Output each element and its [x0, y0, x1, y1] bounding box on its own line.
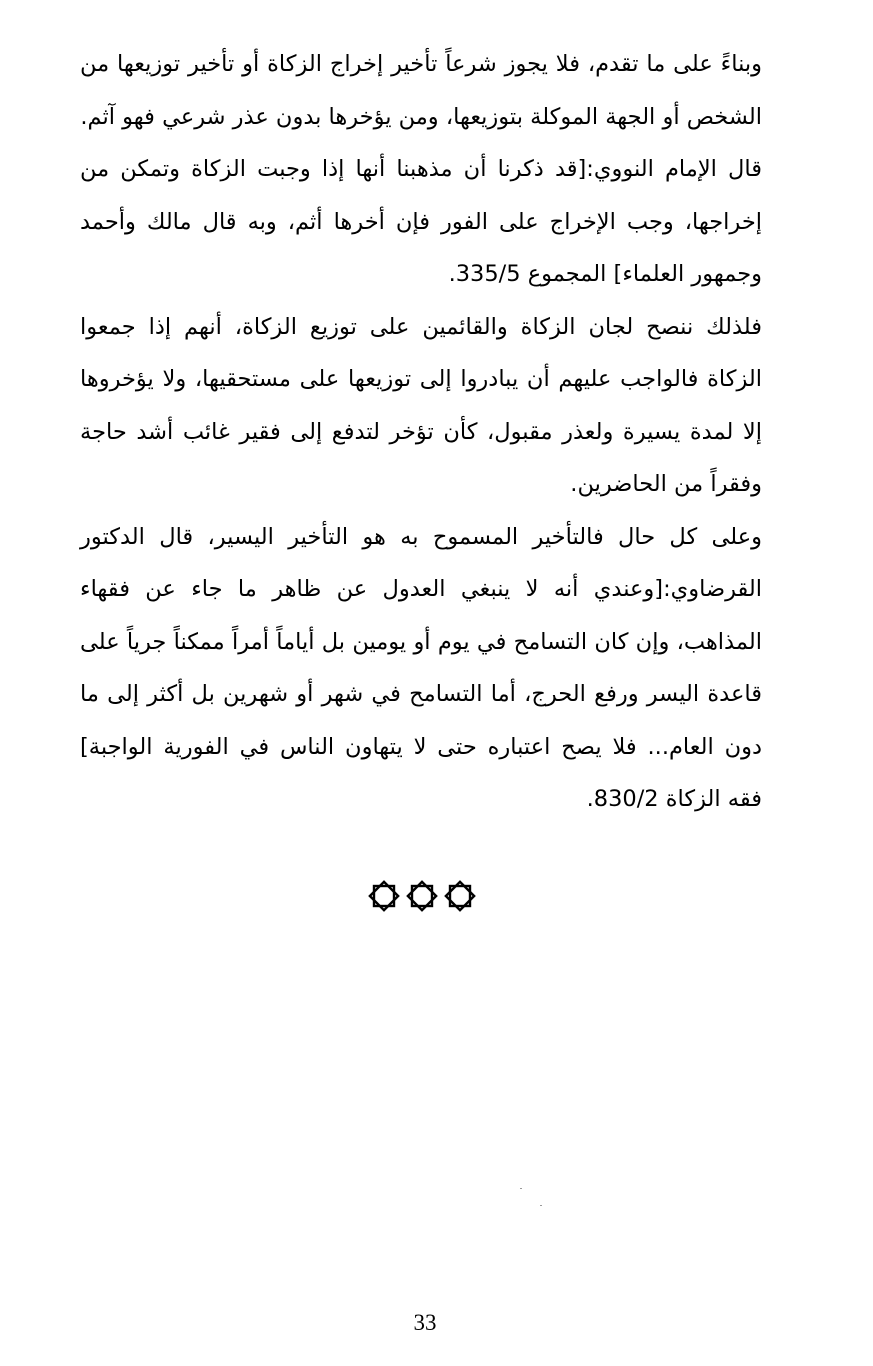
- paragraph-advice-committees: فلذلك ننصح لجان الزكاة والقائمين على توزيع الزكاة، أنهم إذا جمعوا الزكاة فالواجب عليهم أن يبادروا إلى توزيعها على مستحقيها، ولا يؤخروها إلا لمدة يسيرة ولعذر مقبول، كأن تؤخر لتدفع إلى فقير غائب أشد حاجة وفقراً من الحاضرين.: [80, 313, 762, 497]
- paragraph-qaradawi-quote: وعلى كل حال فالتأخير المسموح به هو التأخير اليسير، قال الدكتور القرضاوي:[وعندي أنه لا ينبغي العدول عن ظاهر ما جاء عن فقهاء المذاهب، وإن كان التسامح في يوم أو يومين بل أياماً أمراً ممكناً جرياً على قاعدة اليسر ورفع الحرج، أما التسامح في شهر أو شهرين بل أكثر إلى ما دون العام... فلا يصح اعتباره حتى لا يتهاون الناس في الفورية الواجبة] فقه الزكاة 830/2.: [80, 523, 762, 812]
- paragraph-ruling: وبناءً على ما تقدم، فلا يجوز شرعاً تأخير إخراج الزكاة أو تأخير توزيعها من الشخص أو الجهة الموكلة بتوزيعها، ومن يؤخرها بدون عذر شرعي فهو آثم.: [80, 51, 762, 130]
- section-ornament-icon: [366, 876, 478, 916]
- body-text: [80, 38, 762, 826]
- page-number: 33: [413, 1310, 437, 1335]
- paragraph-nawawi-quote: قال الإمام النووي:[قد ذكرنا أن مذهبنا أنها إذا وجبت الزكاة وتمكن من إخراجها، وجب الإخراج على الفور فإن أخرها أثم، وبه قال مالك وأحمد وجمهور العلماء] المجموع 335/5.: [80, 156, 762, 287]
- scan-speck: [520, 1188, 522, 1189]
- scan-speck: [540, 1205, 542, 1206]
